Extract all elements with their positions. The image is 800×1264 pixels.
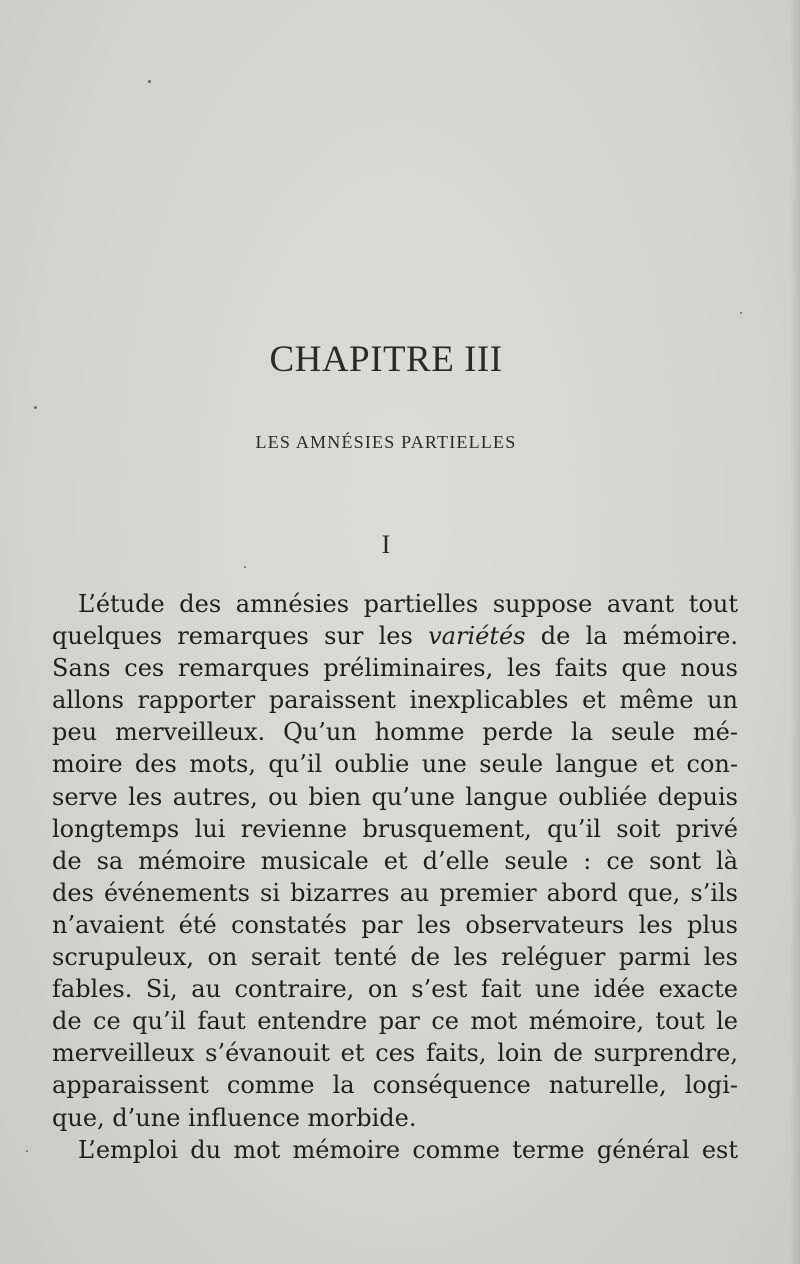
text-line: serve les autres, ou bien qu’une langue oubliée depuis (52, 782, 738, 811)
chapter-title: CHAPITRE III (269, 339, 503, 380)
text-line: de sa mémoire musicale et d’elle seule : ce sont là (52, 846, 738, 875)
text-line: des événements si bizarres au premier abord que, s’ils (52, 878, 738, 907)
text-line: allons rapporter paraissent inexplicables et même un (52, 686, 738, 715)
paper-speck (34, 406, 37, 409)
text-line: Sans ces remarques préliminaires, les faits que nous (52, 654, 738, 683)
text-line: scrupuleux, on serait tenté de les reléguer parmi les (52, 943, 738, 972)
chapter-subtitle: LES AMNÉSIES PARTIELLES (255, 432, 517, 452)
text-line: quelques remarques sur les variétés de la mémoire. (52, 622, 738, 651)
text-line: L’emploi du mot mémoire comme terme général est (78, 1135, 738, 1164)
paper-speck (26, 1150, 28, 1152)
text-line: de ce qu’il faut entendre par ce mot mémoire, tout le (52, 1007, 738, 1036)
text-line: L’étude des amnésies partielles suppose avant tout (78, 590, 738, 618)
text-line: merveilleux s’évanouit et ces faits, loin de surprendre, (52, 1039, 738, 1068)
text-line: longtemps lui revienne brusquement, qu’il soit privé (52, 814, 738, 843)
paper-speck (740, 312, 742, 314)
paper-speck (244, 566, 246, 568)
text-line: n’avaient été constatés par les observateurs les plus (52, 910, 738, 939)
text-line: moire des mots, qu’il oublie une seule langue et con- (52, 750, 738, 779)
section-numeral: I (381, 530, 391, 559)
text-line: peu merveilleux. Qu’un homme perde la seule mé- (52, 718, 738, 747)
page-edge-shadow (790, 0, 800, 1264)
text-line: que, d’une influence morbide. (52, 1103, 417, 1132)
emphasis-text: variétés (428, 622, 526, 651)
body-text (52, 588, 738, 1166)
text-line: apparaissent comme la conséquence naturelle, logi- (52, 1071, 738, 1100)
paper-speck (148, 80, 151, 83)
text-line: fables. Si, au contraire, on s’est fait une idée exacte (52, 975, 738, 1004)
